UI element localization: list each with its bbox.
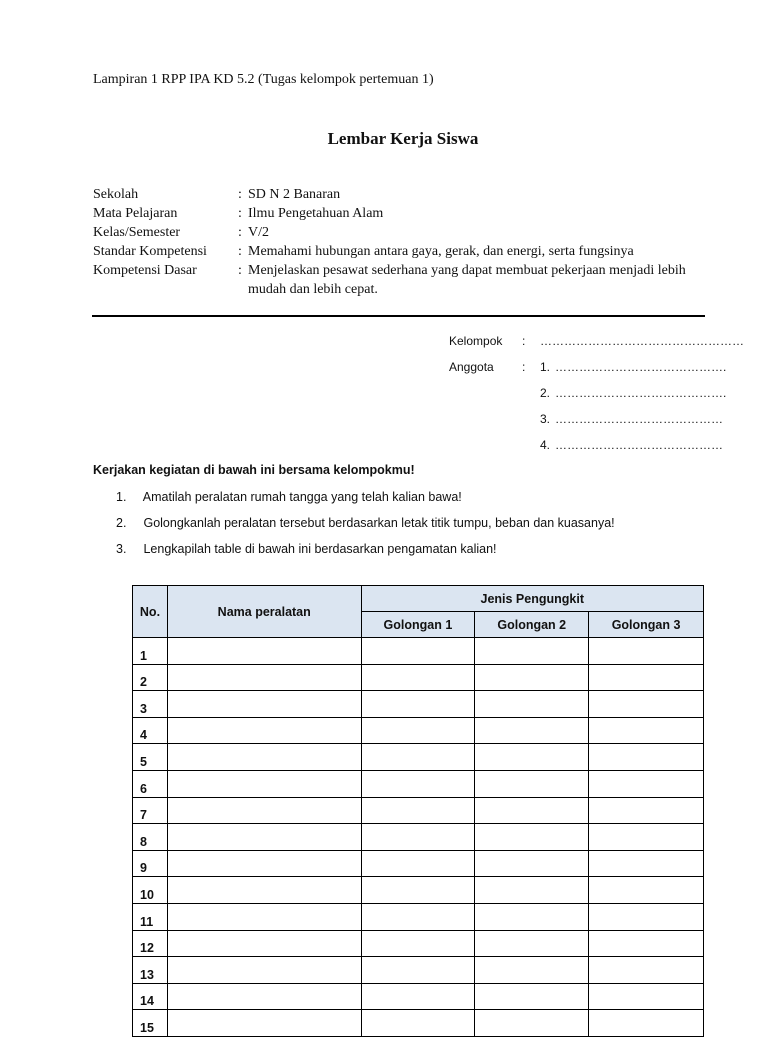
golongan-1-cell[interactable] <box>361 850 475 877</box>
name-cell[interactable] <box>167 983 361 1010</box>
golongan-2-cell[interactable] <box>475 957 589 984</box>
table-row <box>133 744 704 771</box>
table-row <box>133 903 704 930</box>
worksheet-table <box>132 585 704 1037</box>
list-item-number: 2. <box>116 516 127 530</box>
golongan-1-cell[interactable] <box>361 717 475 744</box>
golongan-3-cell[interactable] <box>589 1010 704 1037</box>
anggota-colon: : <box>522 360 526 374</box>
golongan-3-cell[interactable] <box>589 957 704 984</box>
golongan-2-cell[interactable] <box>475 664 589 691</box>
golongan-3-cell[interactable] <box>589 850 704 877</box>
golongan-2-cell[interactable] <box>475 850 589 877</box>
golongan-1-cell[interactable] <box>361 983 475 1010</box>
member-field[interactable]: …………………………………… <box>555 438 723 452</box>
golongan-3-cell[interactable] <box>589 717 704 744</box>
info-label: Kelas/Semester <box>93 225 181 240</box>
info-label: Standar Kompetensi <box>93 244 207 259</box>
golongan-3-cell[interactable] <box>589 691 704 718</box>
golongan-2-cell[interactable] <box>475 1010 589 1037</box>
table-row <box>133 638 704 665</box>
list-item-number: 3. <box>116 542 127 556</box>
name-cell[interactable] <box>167 824 361 851</box>
golongan-2-cell[interactable] <box>475 797 589 824</box>
info-value: Menjelaskan pesawat sederhana yang dapat membuat pekerjaan menjadi lebih mudah dan lebih cepat. <box>248 263 686 297</box>
golongan-1-cell[interactable] <box>361 691 475 718</box>
table-row <box>133 930 704 957</box>
row-number: 9 <box>133 850 168 877</box>
golongan-1-cell[interactable] <box>361 797 475 824</box>
member-field[interactable]: ……………………………………. <box>555 360 727 374</box>
info-value: Memahami hubungan antara gaya, gerak, dan energi, serta fungsinya <box>248 244 634 259</box>
golongan-3-cell[interactable] <box>589 744 704 771</box>
golongan-1-cell[interactable] <box>361 1010 475 1037</box>
golongan-1-cell[interactable] <box>361 744 475 771</box>
table-row <box>133 770 704 797</box>
member-number: 4. <box>540 438 551 452</box>
kelompok-field[interactable]: …………………………………………… <box>540 334 744 348</box>
list-item-text: Golongkanlah peralatan tersebut berdasarkan letak titik tumpu, beban dan kuasanya! <box>143 516 615 530</box>
golongan-1-cell[interactable] <box>361 664 475 691</box>
golongan-2-cell[interactable] <box>475 770 589 797</box>
row-number: 6 <box>133 770 168 797</box>
info-label: Mata Pelajaran <box>93 206 178 221</box>
table-row <box>133 1010 704 1037</box>
info-value: SD N 2 Banaran <box>248 187 341 202</box>
info-block <box>93 185 713 299</box>
golongan-3-cell[interactable] <box>589 877 704 904</box>
golongan-2-cell[interactable] <box>475 877 589 904</box>
table-row <box>133 850 704 877</box>
table-row <box>133 664 704 691</box>
info-row-kelas-semester <box>93 223 713 242</box>
name-cell[interactable] <box>167 717 361 744</box>
kelompok-label: Kelompok <box>449 334 503 348</box>
member-number: 1. <box>540 360 551 374</box>
list-item-text: Lengkapilah table di bawah ini berdasarkan pengamatan kalian! <box>143 542 497 556</box>
golongan-3-cell[interactable] <box>589 664 704 691</box>
table-row <box>133 717 704 744</box>
table-row <box>133 691 704 718</box>
name-cell[interactable] <box>167 638 361 665</box>
horizontal-divider <box>92 315 705 317</box>
column-header-no: No. <box>133 586 168 638</box>
info-row-standar-kompetensi <box>93 242 713 261</box>
name-cell[interactable] <box>167 797 361 824</box>
row-number: 5 <box>133 744 168 771</box>
info-label: Kompetensi Dasar <box>93 263 197 278</box>
header-note: Lampiran 1 RPP IPA KD 5.2 (Tugas kelompok pertemuan 1) <box>93 72 434 87</box>
row-number: 10 <box>133 877 168 904</box>
table-row <box>133 877 704 904</box>
name-cell[interactable] <box>167 957 361 984</box>
golongan-1-cell[interactable] <box>361 770 475 797</box>
name-cell[interactable] <box>167 903 361 930</box>
table-row <box>133 983 704 1010</box>
column-header-golongan-2: Golongan 2 <box>475 612 589 638</box>
member-number: 3. <box>540 412 551 426</box>
golongan-3-cell[interactable] <box>589 983 704 1010</box>
name-cell[interactable] <box>167 744 361 771</box>
golongan-1-cell[interactable] <box>361 957 475 984</box>
golongan-2-cell[interactable] <box>475 717 589 744</box>
golongan-2-cell[interactable] <box>475 903 589 930</box>
golongan-3-cell[interactable] <box>589 930 704 957</box>
name-cell[interactable] <box>167 1010 361 1037</box>
instructions-list <box>116 490 615 568</box>
row-number: 1 <box>133 638 168 665</box>
info-label: Sekolah <box>93 187 139 202</box>
table-row <box>133 797 704 824</box>
name-cell[interactable] <box>167 877 361 904</box>
column-header-name: Nama peralatan <box>167 586 361 638</box>
member-number: 2. <box>540 386 551 400</box>
row-number: 3 <box>133 691 168 718</box>
instructions-title: Kerjakan kegiatan di bawah ini bersama kelompokmu! <box>93 463 415 477</box>
name-cell[interactable] <box>167 664 361 691</box>
golongan-1-cell[interactable] <box>361 824 475 851</box>
golongan-3-cell[interactable] <box>589 903 704 930</box>
column-header-group: Jenis Pengungkit <box>361 586 703 612</box>
info-row-mata-pelajaran <box>93 204 713 223</box>
golongan-3-cell[interactable] <box>589 797 704 824</box>
page-title: Lembar Kerja Siswa <box>327 129 479 148</box>
golongan-1-cell[interactable] <box>361 877 475 904</box>
member-field[interactable]: …………………………………… <box>555 412 723 426</box>
golongan-1-cell[interactable] <box>361 930 475 957</box>
info-row-sekolah <box>93 185 713 204</box>
table-row <box>133 957 704 984</box>
golongan-3-cell[interactable] <box>589 770 704 797</box>
info-colon: : <box>238 225 242 240</box>
row-number: 2 <box>133 664 168 691</box>
golongan-2-cell[interactable] <box>475 930 589 957</box>
golongan-2-cell[interactable] <box>475 638 589 665</box>
row-number: 8 <box>133 824 168 851</box>
member-field[interactable]: ……………………………………. <box>555 386 727 400</box>
row-number: 14 <box>133 983 168 1010</box>
golongan-2-cell[interactable] <box>475 824 589 851</box>
golongan-3-cell[interactable] <box>589 638 704 665</box>
row-number: 12 <box>133 930 168 957</box>
info-row-kompetensi-dasar <box>93 261 713 299</box>
row-number: 13 <box>133 957 168 984</box>
golongan-2-cell[interactable] <box>475 983 589 1010</box>
table-row <box>133 824 704 851</box>
golongan-2-cell[interactable] <box>475 744 589 771</box>
column-header-golongan-1: Golongan 1 <box>361 612 475 638</box>
info-colon: : <box>238 244 242 259</box>
info-colon: : <box>238 206 242 221</box>
golongan-1-cell[interactable] <box>361 638 475 665</box>
list-item-number: 1. <box>116 490 127 504</box>
info-colon: : <box>238 187 242 202</box>
info-colon: : <box>238 263 242 278</box>
row-number: 7 <box>133 797 168 824</box>
list-item <box>116 490 615 516</box>
name-cell[interactable] <box>167 770 361 797</box>
row-number: 4 <box>133 717 168 744</box>
name-cell[interactable] <box>167 930 361 957</box>
row-number: 11 <box>133 903 168 930</box>
column-header-golongan-3: Golongan 3 <box>589 612 704 638</box>
anggota-label: Anggota <box>449 360 494 374</box>
name-cell[interactable] <box>167 850 361 877</box>
golongan-2-cell[interactable] <box>475 691 589 718</box>
row-number: 15 <box>133 1010 168 1037</box>
kelompok-colon: : <box>522 334 526 348</box>
name-cell[interactable] <box>167 691 361 718</box>
table-body <box>133 638 704 1037</box>
golongan-1-cell[interactable] <box>361 903 475 930</box>
list-item <box>116 542 615 568</box>
info-value: V/2 <box>248 225 269 240</box>
list-item-text: Amatilah peralatan rumah tangga yang telah kalian bawa! <box>142 490 462 504</box>
golongan-3-cell[interactable] <box>589 824 704 851</box>
list-item <box>116 516 615 542</box>
info-value: Ilmu Pengetahuan Alam <box>248 206 384 221</box>
